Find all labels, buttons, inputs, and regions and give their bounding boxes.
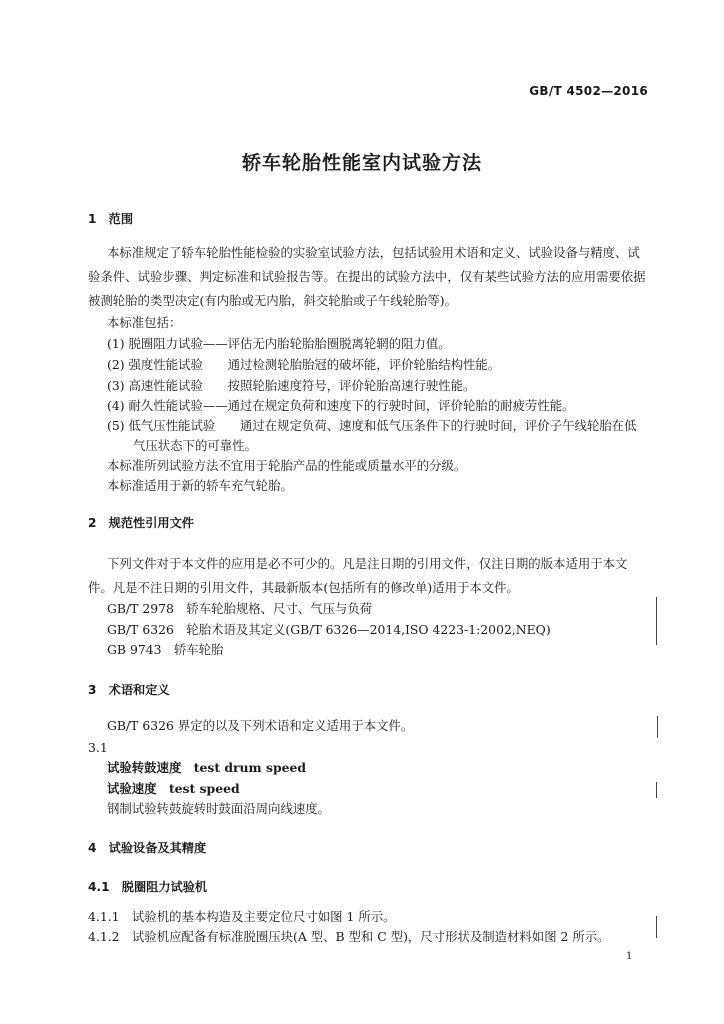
section-2-heading: 2 规范性引用文件	[88, 516, 194, 530]
s3-term-1: 试验转鼓速度 test drum speed	[107, 760, 307, 775]
s1-item-4: (4) 耐久性能试验——通过在规定负荷和速度下的行驶时间，评价轮胎的耐疲劳性能。	[107, 398, 575, 413]
section-3-heading: 3 术语和定义	[88, 683, 170, 697]
s1-item-3: (3) 高速性能试验 按照轮胎速度符号，评价轮胎高速行驶性能。	[107, 378, 476, 393]
s1-item-5: (5) 低气压性能试验 通过在规定负荷、速度和低气压条件下的行驶时间，评价子午线轮胎在低	[107, 418, 637, 433]
s4-subsection-4-1: 4.1 脱圈阻力试验机	[88, 880, 208, 894]
s2-ref-1: GB/T 2978 轿车轮胎规格、尺寸、气压与负荷	[107, 601, 373, 616]
s1-para1-line1: 本标准规定了轿车轮胎性能检验的实验室试验方法，包括试验用术语和定义、试验设备与精度、试	[107, 245, 640, 260]
s3-clause-number: 3.1	[88, 740, 108, 755]
s1-para1-line3: 被测轮胎的类型决定(有内胎或无内胎，斜交轮胎或子午线轮胎等)。	[88, 293, 457, 308]
section-1-heading: 1 范围	[88, 212, 134, 226]
s1-para4: 本标准适用于新的轿车充气轮胎。	[107, 478, 293, 493]
s2-ref-2: GB/T 6326 轮胎术语及其定义(GB/T 6326—2014,ISO 4223-1:2002,NEQ)	[107, 622, 551, 637]
s3-definition: 钢制试验转鼓旋转时鼓面沿周向线速度。	[107, 801, 331, 816]
s2-para1-line2: 件。凡是不注日期的引用文件，其最新版本(包括所有的修改单)适用于本文件。	[88, 580, 519, 595]
page-number: 1	[626, 951, 633, 962]
s1-para1-line2: 验条件、试验步骤、判定标准和试验报告等。在提出的试验方法中，仅有某些试验方法的应用需要依据	[88, 269, 646, 284]
s3-para1: GB/T 6326 界定的以及下列术语和定义适用于本文件。	[107, 718, 414, 733]
page-title: 轿车轮胎性能室内试验方法	[241, 152, 482, 174]
scan-edge-mark	[656, 782, 657, 798]
s2-para1-line1: 下列文件对于本文件的应用是必不可少的。凡是注日期的引用文件，仅注日期的版本适用于本文	[107, 556, 628, 571]
s1-item-5-cont: 气压状态下的可靠性。	[133, 438, 257, 453]
standard-code: GB/T 4502—2016	[529, 84, 648, 98]
scan-edge-mark	[656, 597, 657, 645]
s4-clause-4-1-2: 4.1.2 试验机应配备有标准脱圈压块(A 型、B 型和 C 型)，尺寸形状及制造材料如图 2 所示。	[88, 929, 610, 944]
s1-para2: 本标准包括：	[107, 315, 182, 330]
s1-item-1: (1) 脱圈阻力试验——评估无内胎轮胎胎圈脱离轮辋的阻力值。	[107, 336, 451, 351]
s2-ref-3: GB 9743 轿车轮胎	[107, 642, 224, 657]
scan-edge-mark	[656, 916, 657, 938]
s1-item-2: (2) 强度性能试验 通过检测轮胎胎冠的破坏能，评价轮胎结构性能。	[107, 357, 501, 372]
s4-clause-4-1-1: 4.1.1 试验机的基本构造及主要定位尺寸如图 1 所示。	[88, 909, 396, 924]
section-4-heading: 4 试验设备及其精度	[88, 841, 207, 855]
s1-para3: 本标准所列试验方法不宜用于轮胎产品的性能或质量水平的分级。	[107, 458, 467, 473]
s3-term-2: 试验速度 test speed	[107, 781, 240, 796]
scan-edge-mark	[657, 716, 658, 738]
